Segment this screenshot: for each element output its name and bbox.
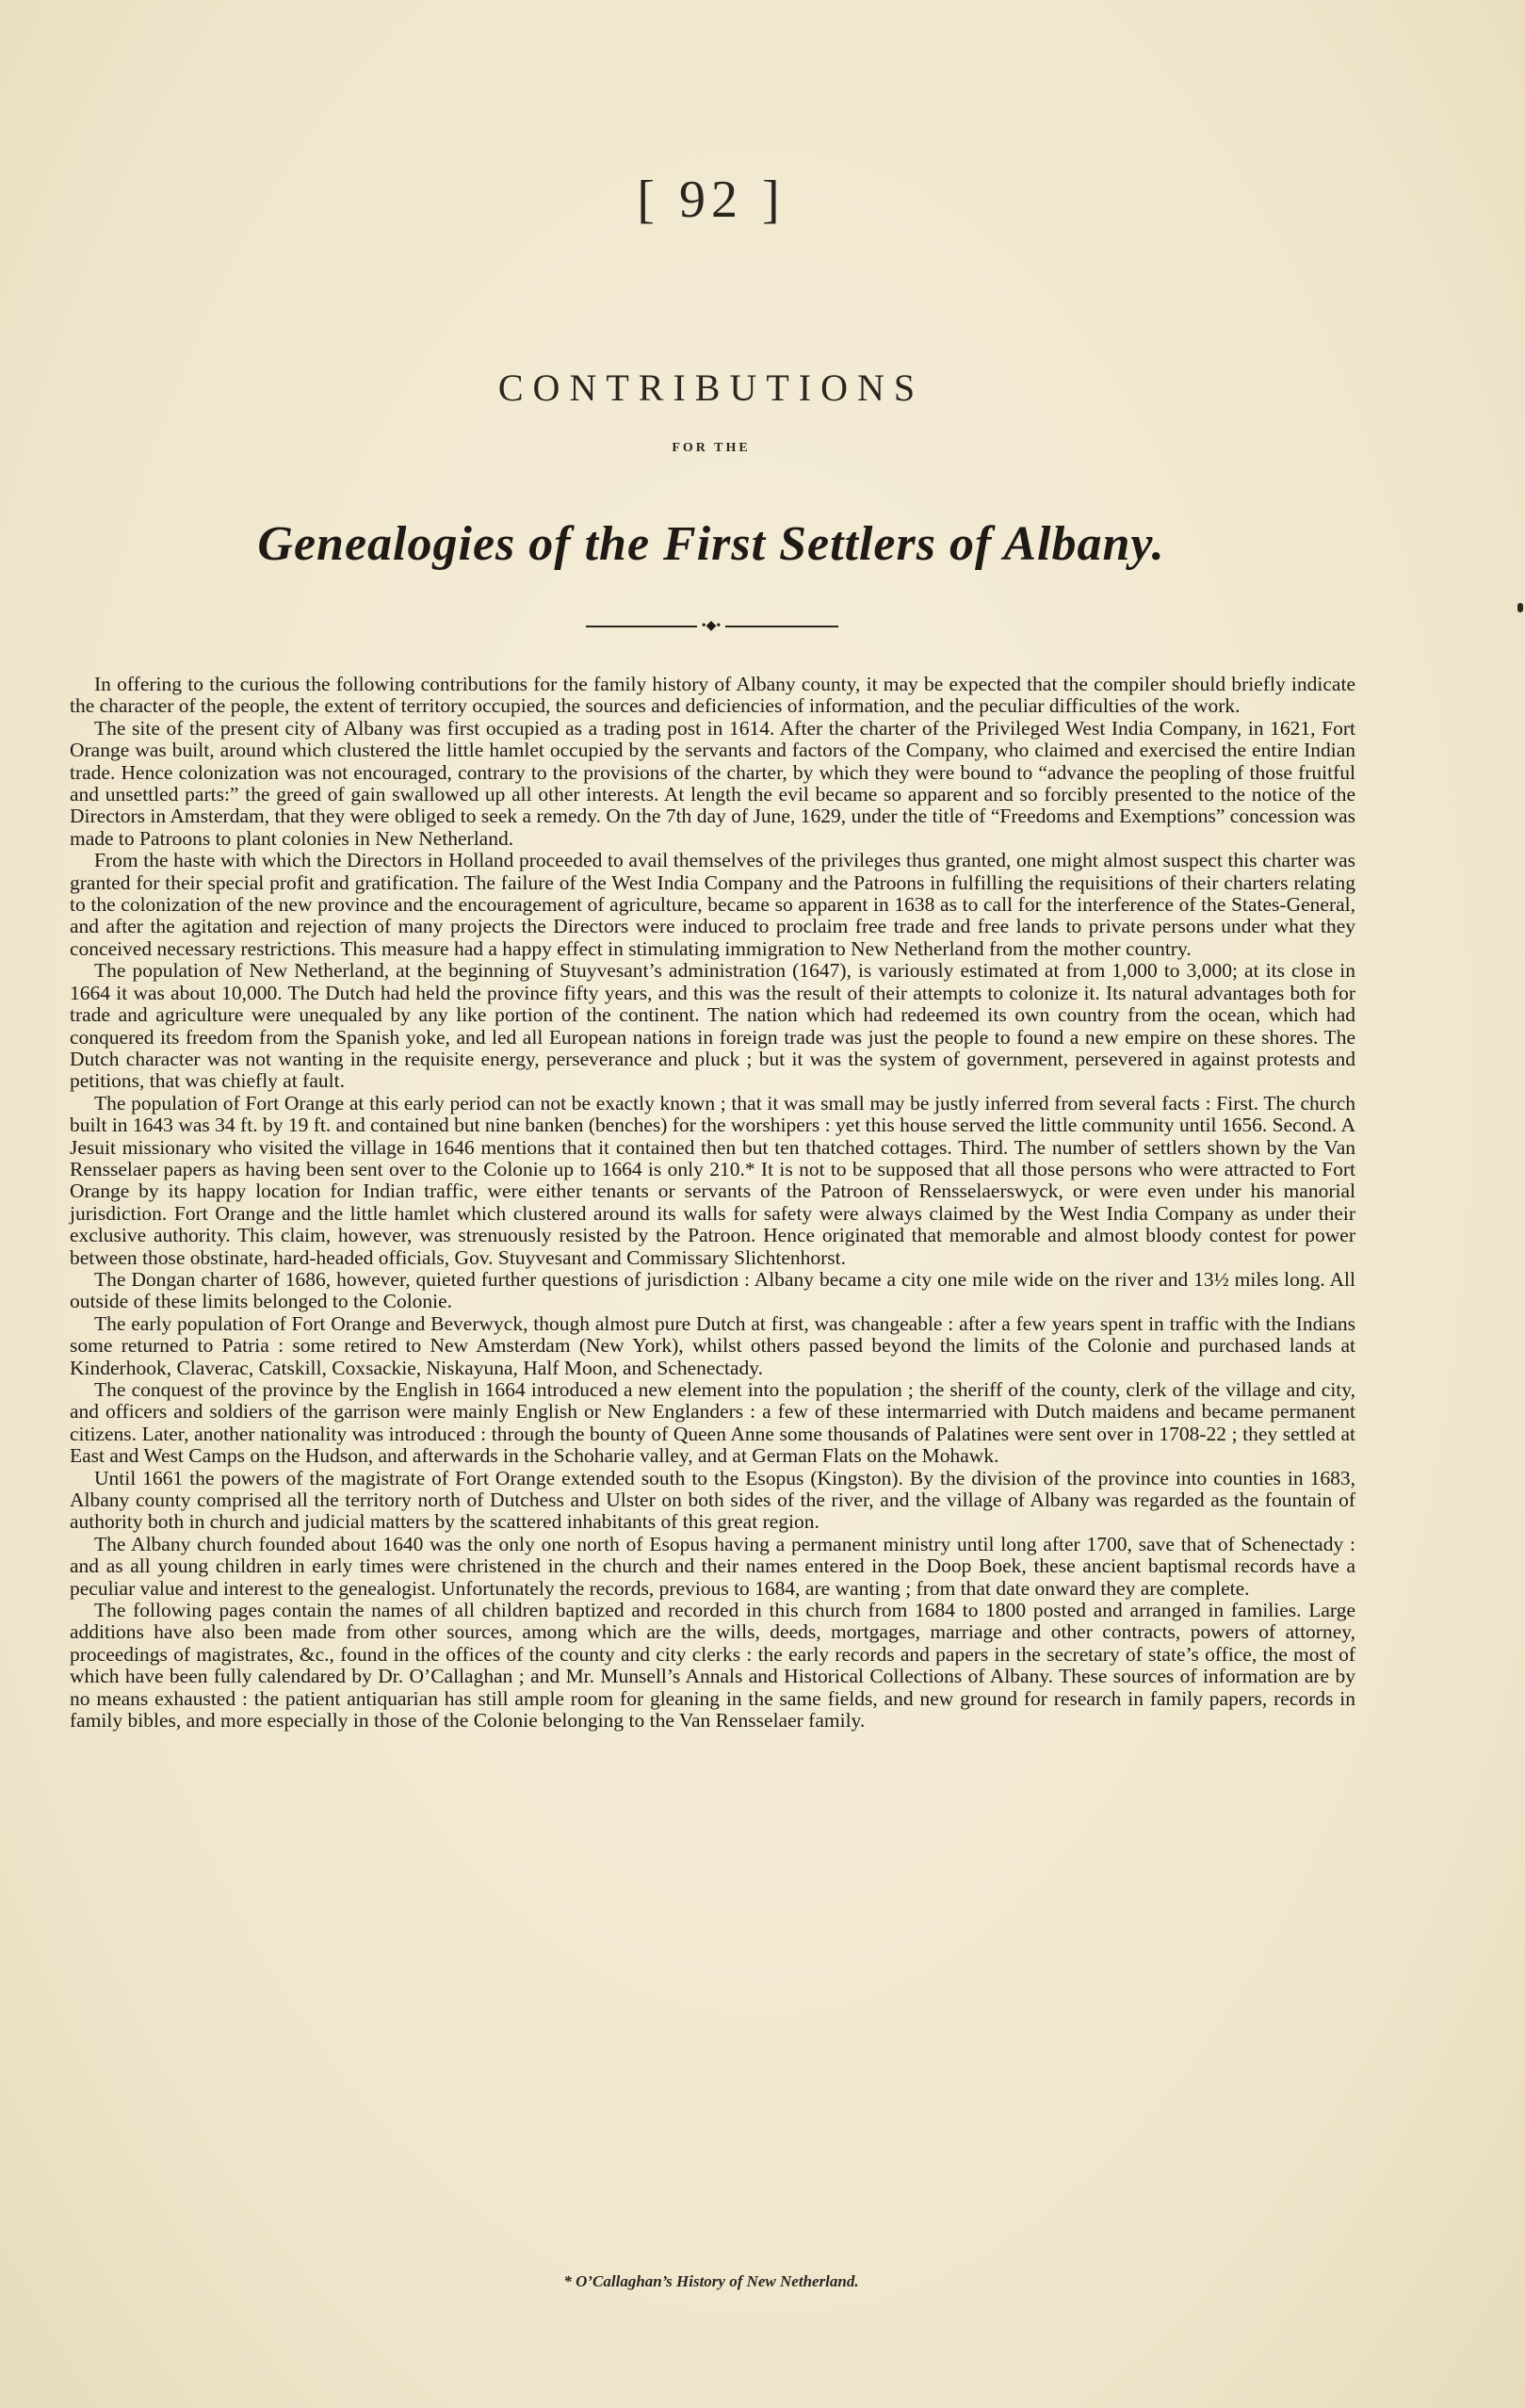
paragraph: The site of the present city of Albany was first occupied as a trading post in 1614. After the charter of the Privileged West India Company, in 1621, Fort Orange was built, around which clustered the little hamlet occupied by the servants and factors of the Company, who claimed and exercised the entire Indian trade. Hence colonization was not encouraged, contrary to the provisions of the charter, by which they were bound to “advance the peopling of those fruitful and unsettled parts:” the greed of gain swallowed up all other interests. At length the evil became so apparent and so forcibly presented to the notice of the Directors in Amsterdam, that they were obliged to seek a remedy. On the 7th day of June, 1629, under the title of “Freedoms and Exemptions” concession was made to Patroons to plant colonies in New Netherland.	[70, 716, 1355, 850]
paragraph: The conquest of the province by the English in 1664 introduced a new element into the population ; the sheriff of the county, clerk of the village and city, and officers and soldiers of the garrison were mainly English or New Englanders : a few of these intermarried with Dutch maidens and became permanent citizens. Later, another nationality was introduced : through the bounty of Queen Anne some thousands of Palatines were sent over in 1708-22 ; they settled at East and West Camps on the Hudson, and afterwards in the Schoharie valley, and at German Flats on the Mohawk.	[70, 1378, 1355, 1468]
title-connector: FOR THE	[672, 441, 751, 455]
page-edge-mark	[1517, 603, 1523, 612]
paragraph: Until 1661 the powers of the magistrate of Fort Orange extended south to the Esopus (Kingston). By the division of the province into counties in 1683, Albany county comprised all the territory north of Dutchess and Ulster on both sides of the river, and the village of Albany was regarded as the fountain of authority both in church and judicial matters by the scattered inhabitants of this great region.	[70, 1466, 1355, 1534]
paragraph: The Albany church founded about 1640 was the only one north of Esopus having a permanent ministry until long after 1700, save that of Schenectady : and as all young children in early times were christened in the church and their names entered in the Doop Boek, these ancient baptismal records have a peculiar value and interest to the genealogist. Unfortunately the records, previous to 1684, are wanting ; from that date onward they are complete.	[70, 1532, 1355, 1600]
footnote: * O’Callaghan’s History of New Netherland.	[563, 2272, 859, 2290]
paragraph: The population of Fort Orange at this early period can not be exactly known ; that it was small may be justly inferred from several facts : First. The church built in 1643 was 34 ft. by 19 ft. and contained but nine banken (benches) for the worshipers : yet this house served the little community until 1656. Second. A Jesuit missionary who visited the village in 1646 mentions that it contained then but ten thatched cottages. Third. The number of settlers shown by the Van Rensselaer papers as having been sent over to the Colonie up to 1664 is only 210.* It is not to be supposed that all those persons who were attracted to Fort Orange by its happy location for Indian traffic, were either tenants or servants of the Patroon of Rensselaerswyck, or were even under his manorial jurisdiction. Fort Orange and the little hamlet which clustered around its walls for safety were always claimed by the West India Company as under their exclusive authority. This claim, however, was strenuously resisted by the Patroon. Hence originated that memorable and almost bloody contest for power between those obstinate, hard-headed officials, Gov. Stuyvesant and Commissary Slichtenhorst.	[70, 1091, 1355, 1269]
page-number: [ 92 ]	[637, 171, 786, 229]
divider-ornament-icon: •◆•	[697, 619, 725, 634]
page-title: CONTRIBUTIONS	[497, 366, 925, 409]
paragraph: The population of New Netherland, at the beginning of Stuyvesant’s administration (1647), is variously estimated at from 1,000 to 3,000; at its close in 1664 it was about 10,000. The Dutch had held the province fifty years, and this was the result of their attempts to colonize it. Its natural advantages both for trade and agriculture were unequaled by any like portion of the continent. The nation which had redeemed its own country from the ocean, which had conquered its freedom from the Spanish yoke, and led all European nations in foreign trade was just the people to found a new empire on these shores. The Dutch character was not wanting in the requisite energy, perseverance and pluck ; but it was the system of government, persevered in against protests and petitions, that was chiefly at fault.	[70, 959, 1355, 1093]
paragraph: The early population of Fort Orange and Beverwyck, though almost pure Dutch at first, was changeable : after a few years spent in traffic with the Indians some returned to Patria : some retired to New Amsterdam (New York), whilst others passed beyond the limits of the Colonie and purchased lands at Kinderhook, Claverac, Catskill, Coxsackie, Niskayuna, Half Moon, and Schenectady.	[70, 1311, 1355, 1379]
page-subtitle: Genealogies of the First Settlers of Albany.	[257, 517, 1165, 571]
paragraph: The following pages contain the names of all children baptized and recorded in this church from 1684 to 1800 posted and arranged in families. Large additions have also been made from other sources, among which are the wills, deeds, mortgages, marriage and other contracts, powers of attorney, proceedings of magistrates, &c., found in the offices of the county and city clerks : the early records and papers in the secretary of state’s office, the most of which have been fully calendared by Dr. O’Callaghan ; and Mr. Munsell’s Annals and Historical Collections of Albany. These sources of information are by no means exhausted : the patient antiquarian has still ample room for gleaning in the same fields, and new ground for research in family papers, records in family bibles, and more especially in those of the Colonie belonging to the Van Rensselaer family.	[70, 1599, 1355, 1733]
paragraph: In offering to the curious the following contributions for the family history of Albany county, it may be expected that the compiler should briefly indicate the character of the people, the extent of territory occupied, the sources and deficiencies of information, and the peculiar difficulties of the work.	[70, 673, 1355, 718]
body-text	[70, 674, 1355, 1733]
paragraph: The Dongan charter of 1686, however, quieted further questions of jurisdiction : Albany became a city one mile wide on the river and 13½ miles long. All outside of these limits belonged to the Colonie.	[70, 1267, 1355, 1313]
paragraph: From the haste with which the Directors in Holland proceeded to avail themselves of the privileges thus granted, one might almost suspect this charter was granted for their special profit and gratification. The failure of the West India Company and the Patroons in fulfilling the requisitions of their charters relating to the colonization of the new province and the encouragement of agriculture, became so apparent in 1638 as to call for the interference of the States-General, and after the agitation and rejection of many projects the Directors were induced to proclaim free trade and free lands to private persons under what they conceived necessary restrictions. This measure had a happy effect in stimulating immigration to New Netherland from the mother country.	[70, 849, 1355, 960]
